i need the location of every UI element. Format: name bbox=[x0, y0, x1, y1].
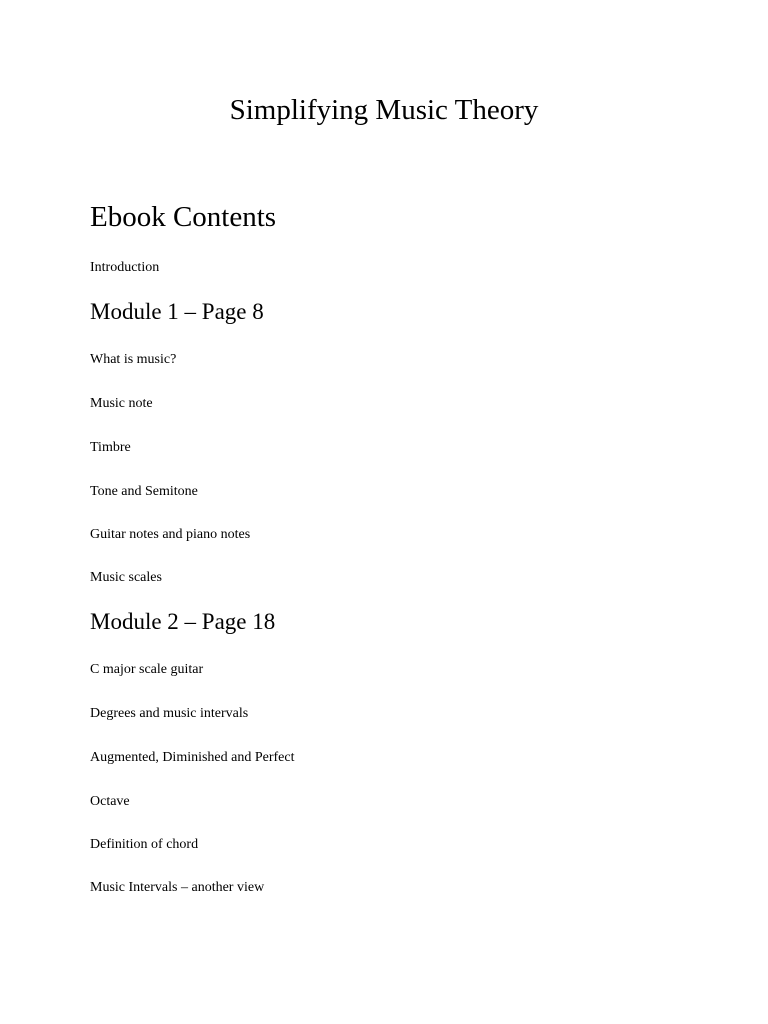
toc-entry: Degrees and music intervals bbox=[90, 706, 249, 721]
toc-entry: Octave bbox=[90, 794, 130, 809]
toc-entry: Timbre bbox=[90, 440, 131, 455]
toc-entry: What is music? bbox=[90, 352, 177, 367]
module-2-heading: Module 2 – Page 18 bbox=[90, 609, 276, 634]
toc-entry-introduction: Introduction bbox=[90, 260, 160, 275]
toc-entry: Tone and Semitone bbox=[90, 484, 198, 499]
toc-entry: Music note bbox=[90, 396, 153, 411]
module-1-heading: Module 1 – Page 8 bbox=[90, 299, 264, 324]
toc-entry: Guitar notes and piano notes bbox=[90, 527, 251, 542]
toc-entry: Music Intervals – another view bbox=[90, 880, 265, 895]
toc-entry: Augmented, Diminished and Perfect bbox=[90, 750, 295, 765]
toc-entry: Music scales bbox=[90, 570, 162, 585]
toc-entry: C major scale guitar bbox=[90, 662, 204, 677]
contents-heading: Ebook Contents bbox=[90, 201, 277, 233]
document-title: Simplifying Music Theory bbox=[229, 94, 539, 126]
toc-entry: Definition of chord bbox=[90, 837, 199, 852]
